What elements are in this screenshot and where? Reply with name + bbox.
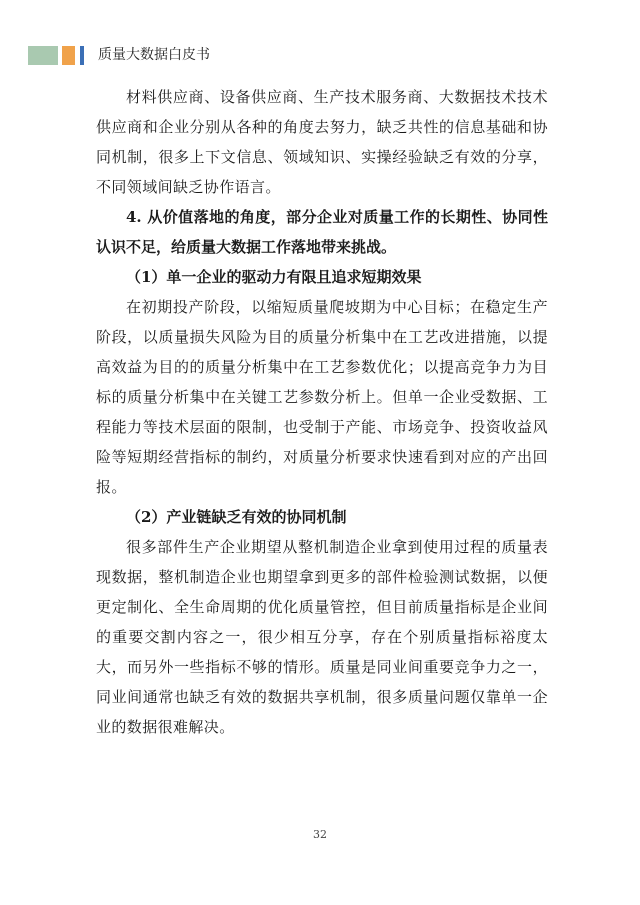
header-title: 质量大数据白皮书 (98, 47, 210, 63)
page-header (0, 0, 640, 80)
header-orange-block (62, 46, 75, 65)
page-number: 32 (313, 828, 327, 841)
header-blue-bar (80, 46, 84, 65)
subheading-1: （1）单一企业的驱动力有限且追求短期效果 (126, 268, 422, 286)
header-green-block (28, 46, 58, 65)
document-body (96, 82, 548, 742)
paragraph-suppliers: 材料供应商、设备供应商、生产技术服务商、大数据技术技术供应商和企业分别从各种的角度去努力，缺乏共性的信息基础和协同机制，很多上下文信息、领域知识、实操经验缺乏有效的分享，不同领域间缺乏协作语言。 (96, 88, 548, 196)
paragraph-supply-chain: 很多部件生产企业期望从整机制造企业拿到使用过程的质量表现数据，整机制造企业也期望拿到更多的部件检验测试数据，以便更定制化、全生命周期的优化质量管控，但目前质量指标是企业间的重要交割内容之一，很少相互分享，存在个别质量指标裕度太大，而另外一些指标不够的情形。质量是同业间重要竞争力之一，同业间通常也缺乏有效的数据共享机制，很多质量问题仅靠单一企业的数据很难解决。 (96, 538, 548, 736)
section-heading-4: 4. 从价值落地的角度，部分企业对质量工作的长期性、协同性认识不足，给质量大数据工作落地带来挑战。 (96, 208, 548, 256)
subheading-2: （2）产业链缺乏有效的协同机制 (126, 508, 347, 526)
paragraph-single-enterprise: 在初期投产阶段，以缩短质量爬坡期为中心目标；在稳定生产阶段，以质量损失风险为目的质量分析集中在工艺改进措施，以提高效益为目的的质量分析集中在工艺参数优化；以提高竞争力为目标的质量分析集中在关键工艺参数分析上。但单一企业受数据、工程能力等技术层面的限制，也受制于产能、市场竞争、投资收益风险等短期经营指标的制约，对质量分析要求快速看到对应的产出回报。 (96, 298, 548, 496)
